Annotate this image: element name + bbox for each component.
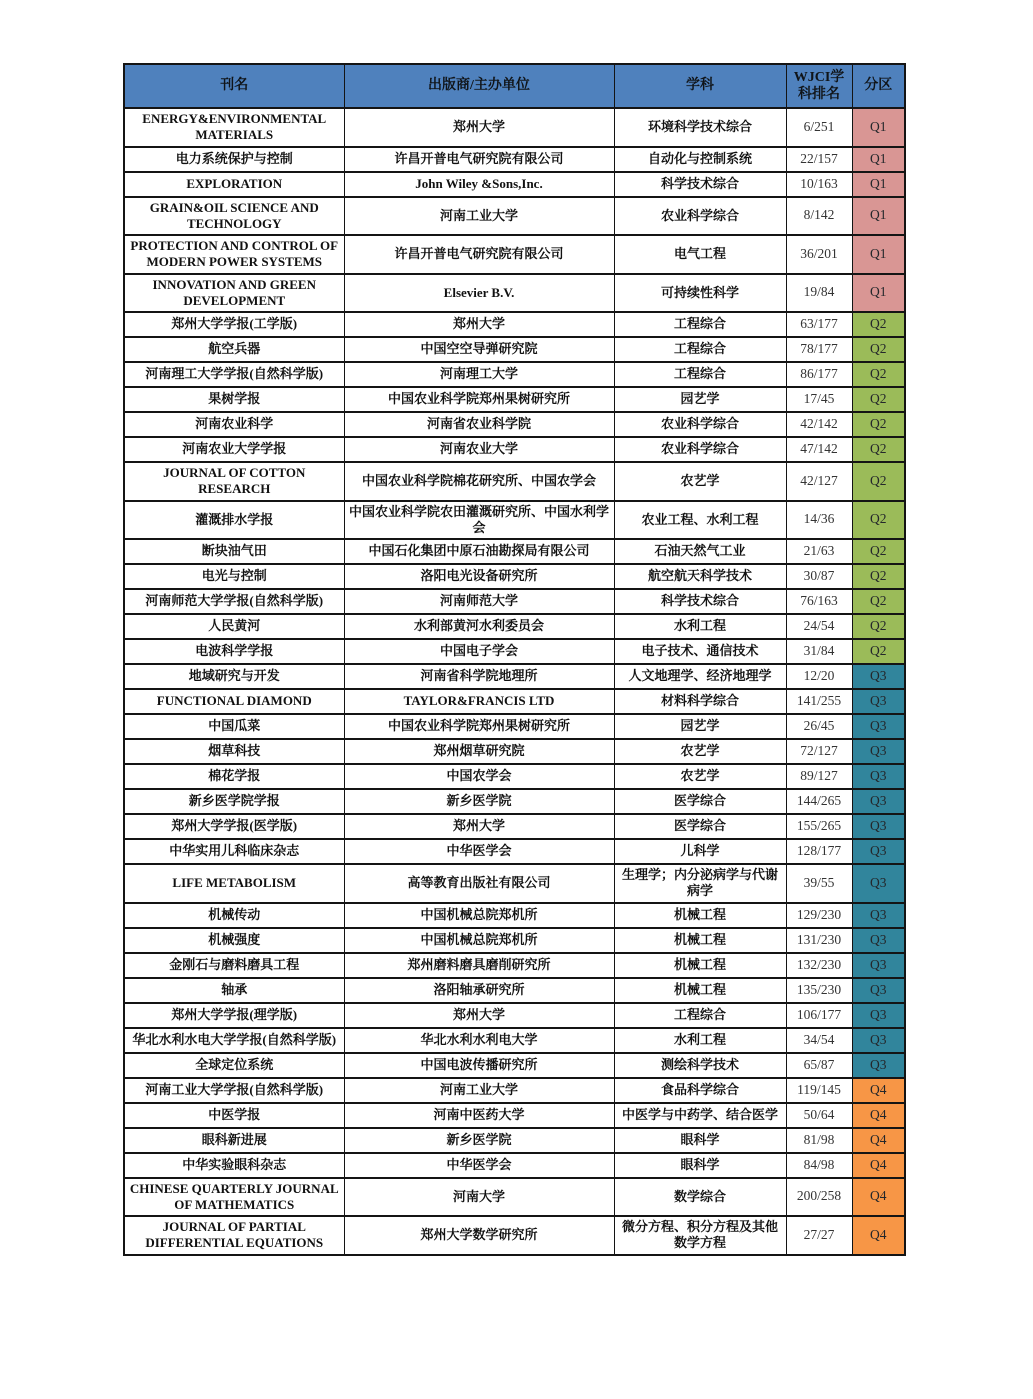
journal-name-cell: 眼科新进展	[124, 1128, 344, 1153]
publisher-cell: 中国电子学会	[344, 639, 614, 664]
journal-name-cell: 航空兵器	[124, 337, 344, 362]
journal-name-cell: 河南师范大学学报(自然科学版)	[124, 589, 344, 614]
subject-cell: 眼科学	[614, 1153, 786, 1178]
subject-cell: 水利工程	[614, 614, 786, 639]
header-cell-subject: 学科	[614, 64, 786, 108]
rank-cell: 30/87	[786, 564, 852, 589]
publisher-cell: 河南工业大学	[344, 197, 614, 236]
journal-name-cell: 断块油气田	[124, 539, 344, 564]
publisher-cell: 郑州大学	[344, 814, 614, 839]
table-row	[124, 462, 905, 501]
table-row	[124, 564, 905, 589]
quartile-cell: Q4	[852, 1128, 905, 1153]
quartile-cell: Q1	[852, 172, 905, 197]
table-row	[124, 387, 905, 412]
subject-cell: 农业工程、水利工程	[614, 501, 786, 540]
publisher-cell: 郑州烟草研究院	[344, 739, 614, 764]
subject-cell: 环境科学技术综合	[614, 108, 786, 147]
rank-cell: 131/230	[786, 928, 852, 953]
quartile-cell: Q3	[852, 664, 905, 689]
subject-cell: 医学综合	[614, 814, 786, 839]
subject-cell: 农艺学	[614, 764, 786, 789]
table-row	[124, 108, 905, 147]
quartile-cell: Q3	[852, 814, 905, 839]
subject-cell: 农业科学综合	[614, 437, 786, 462]
journal-name-cell: 郑州大学学报(理学版)	[124, 1003, 344, 1028]
journal-name-cell: PROTECTION AND CONTROL OF MODERN POWER SYSTEMS	[124, 235, 344, 274]
subject-cell: 机械工程	[614, 953, 786, 978]
publisher-cell: 中国农业科学院棉花研究所、中国农学会	[344, 462, 614, 501]
subject-cell: 眼科学	[614, 1128, 786, 1153]
journal-name-cell: 河南农业大学学报	[124, 437, 344, 462]
quartile-cell: Q1	[852, 197, 905, 236]
publisher-cell: 河南省科学院地理所	[344, 664, 614, 689]
quartile-cell: Q3	[852, 789, 905, 814]
rank-cell: 63/177	[786, 312, 852, 337]
journal-name-cell: 机械传动	[124, 903, 344, 928]
header-cell-publisher: 出版商/主办单位	[344, 64, 614, 108]
journal-name-cell: LIFE METABOLISM	[124, 864, 344, 903]
subject-cell: 电子技术、通信技术	[614, 639, 786, 664]
subject-cell: 机械工程	[614, 928, 786, 953]
table-row	[124, 689, 905, 714]
quartile-cell: Q2	[852, 639, 905, 664]
quartile-cell: Q3	[852, 953, 905, 978]
table-row	[124, 362, 905, 387]
publisher-cell: 郑州磨料磨具磨削研究所	[344, 953, 614, 978]
journal-name-cell: 华北水利水电大学学报(自然科学版)	[124, 1028, 344, 1053]
rank-cell: 42/127	[786, 462, 852, 501]
table-row	[124, 903, 905, 928]
quartile-cell: Q2	[852, 337, 905, 362]
table-row	[124, 814, 905, 839]
journal-name-cell: 轴承	[124, 978, 344, 1003]
table-row	[124, 1178, 905, 1217]
rank-cell: 129/230	[786, 903, 852, 928]
rank-cell: 10/163	[786, 172, 852, 197]
subject-cell: 中医学与中药学、结合医学	[614, 1103, 786, 1128]
table-row	[124, 412, 905, 437]
subject-cell: 农业科学综合	[614, 197, 786, 236]
journal-name-cell: 机械强度	[124, 928, 344, 953]
rank-cell: 50/64	[786, 1103, 852, 1128]
rank-cell: 14/36	[786, 501, 852, 540]
publisher-cell: 洛阳轴承研究所	[344, 978, 614, 1003]
table-row	[124, 437, 905, 462]
publisher-cell: 新乡医学院	[344, 789, 614, 814]
publisher-cell: 中国农业科学院农田灌溉研究所、中国水利学会	[344, 501, 614, 540]
subject-cell: 园艺学	[614, 714, 786, 739]
subject-cell: 食品科学综合	[614, 1078, 786, 1103]
rank-cell: 42/142	[786, 412, 852, 437]
rank-cell: 144/265	[786, 789, 852, 814]
table-row	[124, 953, 905, 978]
journal-name-cell: 电光与控制	[124, 564, 344, 589]
table-row	[124, 764, 905, 789]
quartile-cell: Q3	[852, 689, 905, 714]
table-row	[124, 1153, 905, 1178]
quartile-cell: Q3	[852, 714, 905, 739]
header-cell-journal-name: 刊名	[124, 64, 344, 108]
subject-cell: 工程综合	[614, 337, 786, 362]
rank-cell: 78/177	[786, 337, 852, 362]
subject-cell: 测绘科学技术	[614, 1053, 786, 1078]
rank-cell: 17/45	[786, 387, 852, 412]
journal-name-cell: 河南工业大学学报(自然科学版)	[124, 1078, 344, 1103]
subject-cell: 生理学；内分泌病学与代谢病学	[614, 864, 786, 903]
quartile-cell: Q4	[852, 1153, 905, 1178]
quartile-cell: Q2	[852, 614, 905, 639]
rank-cell: 26/45	[786, 714, 852, 739]
rank-cell: 27/27	[786, 1216, 852, 1255]
rank-cell: 22/157	[786, 147, 852, 172]
journal-name-cell: 地域研究与开发	[124, 664, 344, 689]
header-cell-quartile: 分区	[852, 64, 905, 108]
quartile-cell: Q2	[852, 437, 905, 462]
table-row	[124, 1053, 905, 1078]
table-row	[124, 1216, 905, 1255]
journal-name-cell: 郑州大学学报(工学版)	[124, 312, 344, 337]
journal-name-cell: GRAIN&OIL SCIENCE AND TECHNOLOGY	[124, 197, 344, 236]
subject-cell: 可持续性科学	[614, 274, 786, 313]
journal-name-cell: 河南农业科学	[124, 412, 344, 437]
rank-cell: 21/63	[786, 539, 852, 564]
journal-name-cell: JOURNAL OF PARTIAL DIFFERENTIAL EQUATIONS	[124, 1216, 344, 1255]
subject-cell: 电气工程	[614, 235, 786, 274]
journal-ranking-table-container	[123, 63, 906, 1256]
quartile-cell: Q2	[852, 362, 905, 387]
table-row	[124, 614, 905, 639]
subject-cell: 水利工程	[614, 1028, 786, 1053]
table-row	[124, 1028, 905, 1053]
publisher-cell: 新乡医学院	[344, 1128, 614, 1153]
subject-cell: 石油天然气工业	[614, 539, 786, 564]
rank-cell: 200/258	[786, 1178, 852, 1217]
publisher-cell: 华北水利水利电大学	[344, 1028, 614, 1053]
rank-cell: 8/142	[786, 197, 852, 236]
journal-name-cell: 新乡医学院学报	[124, 789, 344, 814]
quartile-cell: Q2	[852, 564, 905, 589]
rank-cell: 119/145	[786, 1078, 852, 1103]
journal-name-cell: EXPLORATION	[124, 172, 344, 197]
rank-cell: 89/127	[786, 764, 852, 789]
journal-name-cell: CHINESE QUARTERLY JOURNAL OF MATHEMATICS	[124, 1178, 344, 1217]
journal-name-cell: 棉花学报	[124, 764, 344, 789]
table-row	[124, 789, 905, 814]
journal-name-cell: 中国瓜菜	[124, 714, 344, 739]
rank-cell: 39/55	[786, 864, 852, 903]
publisher-cell: 中国电波传播研究所	[344, 1053, 614, 1078]
publisher-cell: 中国农学会	[344, 764, 614, 789]
publisher-cell: 河南师范大学	[344, 589, 614, 614]
publisher-cell: 许昌开普电气研究院有限公司	[344, 235, 614, 274]
subject-cell: 农业科学综合	[614, 412, 786, 437]
quartile-cell: Q3	[852, 978, 905, 1003]
journal-name-cell: 郑州大学学报(医学版)	[124, 814, 344, 839]
rank-cell: 135/230	[786, 978, 852, 1003]
quartile-cell: Q4	[852, 1178, 905, 1217]
table-row	[124, 928, 905, 953]
quartile-cell: Q1	[852, 235, 905, 274]
quartile-cell: Q4	[852, 1216, 905, 1255]
quartile-cell: Q2	[852, 412, 905, 437]
quartile-cell: Q1	[852, 147, 905, 172]
subject-cell: 园艺学	[614, 387, 786, 412]
journal-name-cell: 全球定位系统	[124, 1053, 344, 1078]
journal-name-cell: INNOVATION AND GREEN DEVELOPMENT	[124, 274, 344, 313]
rank-cell: 72/127	[786, 739, 852, 764]
table-row	[124, 978, 905, 1003]
table-row	[124, 839, 905, 864]
rank-cell: 6/251	[786, 108, 852, 147]
subject-cell: 工程综合	[614, 312, 786, 337]
quartile-cell: Q3	[852, 903, 905, 928]
publisher-cell: 水利部黄河水利委员会	[344, 614, 614, 639]
publisher-cell: 中国石化集团中原石油勘探局有限公司	[344, 539, 614, 564]
table-row	[124, 501, 905, 540]
subject-cell: 工程综合	[614, 1003, 786, 1028]
quartile-cell: Q3	[852, 1003, 905, 1028]
journal-name-cell: 中华实验眼科杂志	[124, 1153, 344, 1178]
rank-cell: 141/255	[786, 689, 852, 714]
quartile-cell: Q3	[852, 928, 905, 953]
publisher-cell: 郑州大学	[344, 312, 614, 337]
journal-name-cell: 电力系统保护与控制	[124, 147, 344, 172]
quartile-cell: Q2	[852, 589, 905, 614]
quartile-cell: Q2	[852, 501, 905, 540]
table-row	[124, 1128, 905, 1153]
rank-cell: 128/177	[786, 839, 852, 864]
rank-cell: 155/265	[786, 814, 852, 839]
table-row	[124, 1078, 905, 1103]
header-cell-wjci-rank: WJCI学科排名	[786, 64, 852, 108]
publisher-cell: 河南大学	[344, 1178, 614, 1217]
subject-cell: 科学技术综合	[614, 172, 786, 197]
table-row	[124, 274, 905, 313]
publisher-cell: 河南中医药大学	[344, 1103, 614, 1128]
journal-table-body	[124, 108, 905, 1255]
rank-cell: 31/84	[786, 639, 852, 664]
subject-cell: 科学技术综合	[614, 589, 786, 614]
quartile-cell: Q4	[852, 1103, 905, 1128]
publisher-cell: 河南理工大学	[344, 362, 614, 387]
rank-cell: 65/87	[786, 1053, 852, 1078]
table-row	[124, 197, 905, 236]
publisher-cell: 郑州大学	[344, 108, 614, 147]
table-row	[124, 864, 905, 903]
table-row	[124, 1103, 905, 1128]
rank-cell: 84/98	[786, 1153, 852, 1178]
journal-name-cell: 人民黄河	[124, 614, 344, 639]
quartile-cell: Q2	[852, 312, 905, 337]
journal-name-cell: 中医学报	[124, 1103, 344, 1128]
journal-name-cell: FUNCTIONAL DIAMOND	[124, 689, 344, 714]
table-row	[124, 1003, 905, 1028]
publisher-cell: TAYLOR&FRANCIS LTD	[344, 689, 614, 714]
subject-cell: 农艺学	[614, 462, 786, 501]
header-row	[124, 64, 905, 108]
quartile-cell: Q3	[852, 739, 905, 764]
rank-cell: 34/54	[786, 1028, 852, 1053]
publisher-cell: John Wiley &Sons,Inc.	[344, 172, 614, 197]
table-row	[124, 739, 905, 764]
table-row	[124, 172, 905, 197]
quartile-cell: Q3	[852, 864, 905, 903]
subject-cell: 工程综合	[614, 362, 786, 387]
publisher-cell: 郑州大学	[344, 1003, 614, 1028]
table-row	[124, 639, 905, 664]
journal-name-cell: 电波科学学报	[124, 639, 344, 664]
subject-cell: 机械工程	[614, 903, 786, 928]
publisher-cell: 中国机械总院郑机所	[344, 928, 614, 953]
subject-cell: 医学综合	[614, 789, 786, 814]
publisher-cell: 洛阳电光设备研究所	[344, 564, 614, 589]
table-row	[124, 664, 905, 689]
rank-cell: 132/230	[786, 953, 852, 978]
rank-cell: 106/177	[786, 1003, 852, 1028]
table-row	[124, 539, 905, 564]
subject-cell: 航空航天科学技术	[614, 564, 786, 589]
publisher-cell: 中国空空导弹研究院	[344, 337, 614, 362]
rank-cell: 47/142	[786, 437, 852, 462]
journal-name-cell: 中华实用儿科临床杂志	[124, 839, 344, 864]
quartile-cell: Q2	[852, 539, 905, 564]
journal-name-cell: ENERGY&ENVIRONMENTAL MATERIALS	[124, 108, 344, 147]
journal-name-cell: 金刚石与磨料磨具工程	[124, 953, 344, 978]
publisher-cell: 中华医学会	[344, 839, 614, 864]
quartile-cell: Q3	[852, 1028, 905, 1053]
subject-cell: 农艺学	[614, 739, 786, 764]
publisher-cell: 中国农业科学院郑州果树研究所	[344, 714, 614, 739]
publisher-cell: 河南省农业科学院	[344, 412, 614, 437]
table-row	[124, 312, 905, 337]
quartile-cell: Q3	[852, 1053, 905, 1078]
table-row	[124, 714, 905, 739]
publisher-cell: 河南工业大学	[344, 1078, 614, 1103]
subject-cell: 儿科学	[614, 839, 786, 864]
subject-cell: 微分方程、积分方程及其他数学方程	[614, 1216, 786, 1255]
subject-cell: 人文地理学、经济地理学	[614, 664, 786, 689]
rank-cell: 24/54	[786, 614, 852, 639]
publisher-cell: 中华医学会	[344, 1153, 614, 1178]
rank-cell: 36/201	[786, 235, 852, 274]
journal-name-cell: 烟草科技	[124, 739, 344, 764]
subject-cell: 机械工程	[614, 978, 786, 1003]
table-row	[124, 589, 905, 614]
publisher-cell: 高等教育出版社有限公司	[344, 864, 614, 903]
rank-cell: 86/177	[786, 362, 852, 387]
subject-cell: 材料科学综合	[614, 689, 786, 714]
publisher-cell: 许昌开普电气研究院有限公司	[344, 147, 614, 172]
rank-cell: 81/98	[786, 1128, 852, 1153]
subject-cell: 自动化与控制系统	[614, 147, 786, 172]
quartile-cell: Q3	[852, 764, 905, 789]
rank-cell: 12/20	[786, 664, 852, 689]
publisher-cell: 中国机械总院郑机所	[344, 903, 614, 928]
quartile-cell: Q1	[852, 274, 905, 313]
publisher-cell: 郑州大学数学研究所	[344, 1216, 614, 1255]
subject-cell: 数学综合	[614, 1178, 786, 1217]
journal-name-cell: 灌溉排水学报	[124, 501, 344, 540]
table-row	[124, 235, 905, 274]
journal-name-cell: 河南理工大学学报(自然科学版)	[124, 362, 344, 387]
publisher-cell: 中国农业科学院郑州果树研究所	[344, 387, 614, 412]
rank-cell: 19/84	[786, 274, 852, 313]
rank-cell: 76/163	[786, 589, 852, 614]
quartile-cell: Q1	[852, 108, 905, 147]
quartile-cell: Q2	[852, 462, 905, 501]
journal-name-cell: JOURNAL OF COTTON RESEARCH	[124, 462, 344, 501]
quartile-cell: Q4	[852, 1078, 905, 1103]
quartile-cell: Q3	[852, 839, 905, 864]
journal-name-cell: 果树学报	[124, 387, 344, 412]
publisher-cell: 河南农业大学	[344, 437, 614, 462]
publisher-cell: Elsevier B.V.	[344, 274, 614, 313]
table-row	[124, 337, 905, 362]
journal-ranking-table	[123, 63, 906, 1256]
table-row	[124, 147, 905, 172]
quartile-cell: Q2	[852, 387, 905, 412]
